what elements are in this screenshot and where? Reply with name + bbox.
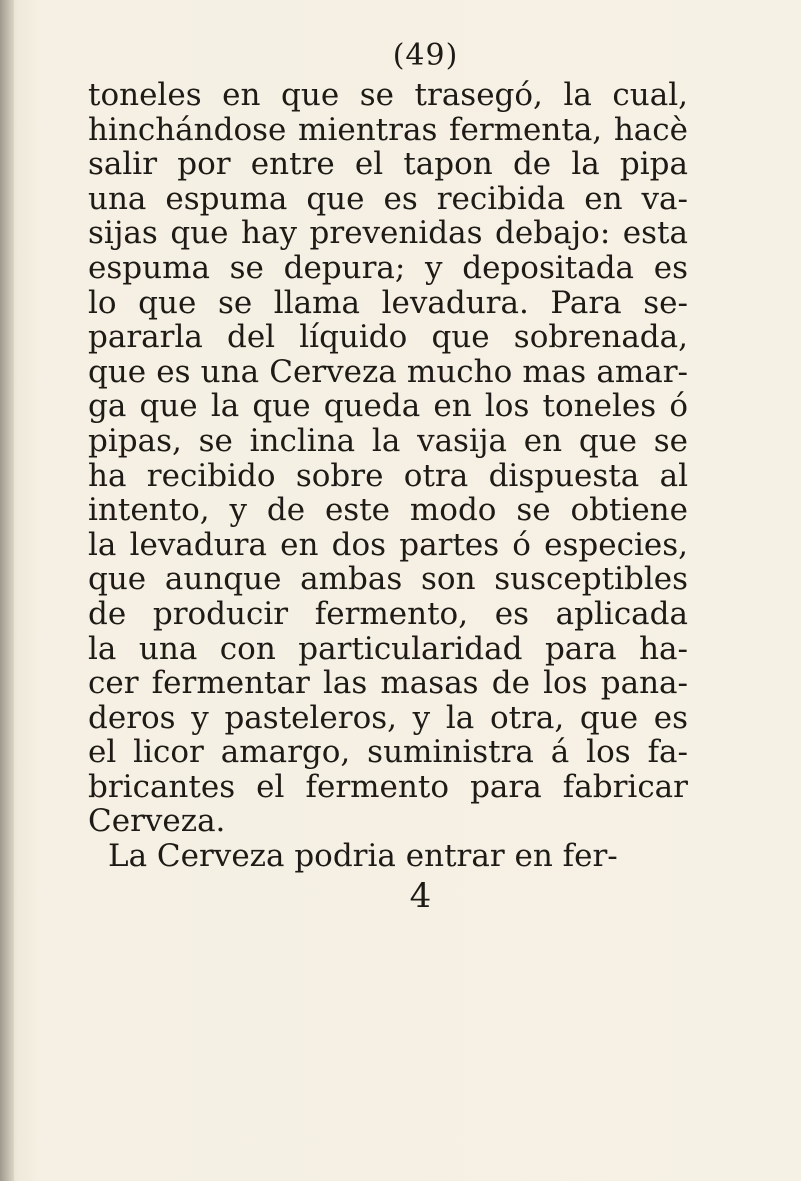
text-line: pararla del líquido que sobrenada,: [88, 319, 688, 356]
text-line: la una con particularidad para ha-: [88, 630, 688, 667]
body-text: [88, 78, 688, 874]
signature-mark: 4: [409, 876, 432, 916]
text-line: sijas que hay prevenidas debajo: esta: [88, 215, 688, 252]
text-line: hinchándose mientras fermenta, hacè: [88, 111, 688, 148]
text-line: cer fermentar las masas de los pana-: [88, 665, 688, 702]
text-line: deros y pasteleros, y la otra, que es: [88, 699, 688, 736]
text-line: ga que la que queda en los toneles ó: [88, 388, 688, 425]
text-line: intento, y de este modo se obtiene: [88, 492, 688, 529]
page-number: (49): [392, 38, 459, 73]
text-line: ha recibido sobre otra dispuesta al: [88, 457, 688, 494]
text-line: La Cerveza podria entrar en fer-: [108, 838, 618, 875]
text-line: que es una Cerveza mucho mas amar-: [88, 353, 688, 390]
text-line: de producir fermento, es aplicada: [88, 595, 688, 632]
text-line: el licor amargo, suministra á los fa-: [88, 734, 688, 771]
text-line: espuma se depura; y depositada es: [88, 249, 688, 286]
text-line: bricantes el fermento para fabricar: [88, 768, 688, 805]
text-line: salir por entre el tapon de la pipa: [88, 146, 688, 183]
text-line: pipas, se inclina la vasija en que se: [88, 422, 688, 459]
text-line: Cerveza.: [88, 803, 226, 840]
text-line: que aunque ambas son susceptibles: [88, 561, 688, 598]
text-line: toneles en que se trasegó, la cual,: [88, 77, 688, 113]
text-line: una espuma que es recibida en va-: [88, 180, 688, 217]
text-line: lo que se llama levadura. Para se-: [88, 284, 688, 321]
text-line: la levadura en dos partes ó especies,: [88, 526, 688, 563]
page-gutter-shadow: [0, 0, 14, 1181]
